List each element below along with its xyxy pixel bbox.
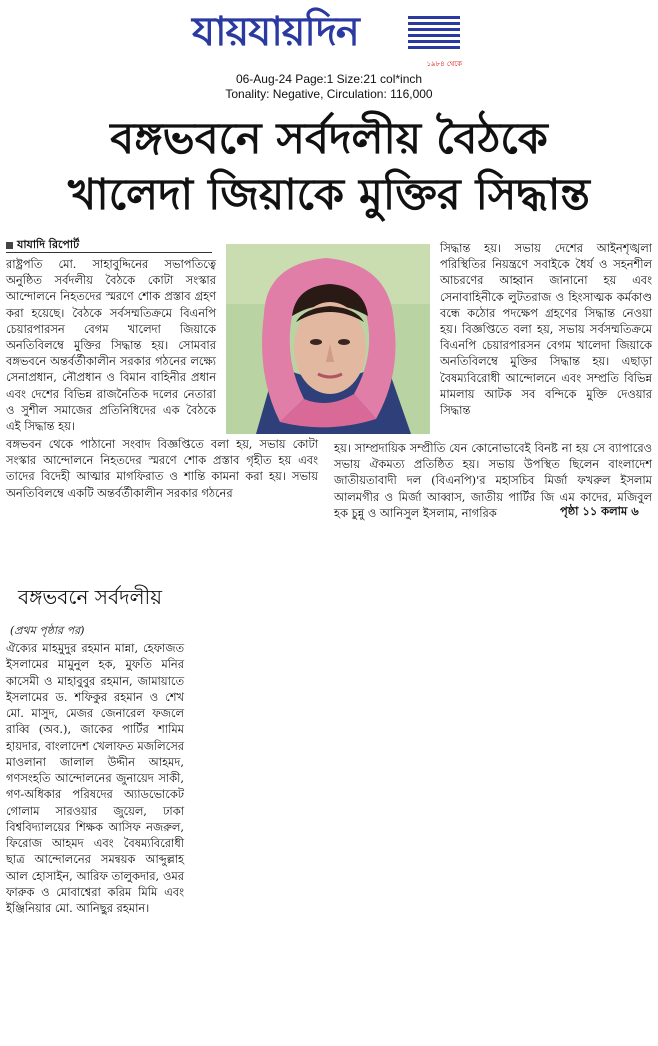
article-paragraph: হয়। সাম্প্রদায়িক সম্প্রীতি যেন কোনোভাবেই বিনষ্ট না হয় সে ব্যাপারেও সভায় ঐকমত্য প্রতিষ্ঠিত হয়। সভায় উপস্থিত ছিলেন বাংলাদেশ জাতীয়তাবাদী দল (বিএনপি)'র মহাসচিব মির্জা ফখরুল ইসলাম আলমগীর ও মির্জা আব্বাস, জাতীয় পার্টির জি এম কাদের, মজিবুল হক চুন্নু ও আনিসুল ইসলাম, নাগরিক	[334, 441, 652, 520]
article-column-full	[6, 436, 318, 501]
bullet-square-icon	[6, 242, 13, 249]
headline-line-2: খালেদা জিয়াকে মুক্তির সিদ্ধান্ত	[68, 170, 590, 220]
headline-line-1: বঙ্গভবনে সর্বদলীয় বৈঠকে	[110, 114, 548, 164]
article-column-left	[6, 256, 216, 434]
continued-on-page-label: পৃষ্ঠা ১১ কলাম ৬	[560, 504, 639, 518]
article-paragraph: ঐক্যের মাহমুদুর রহমান মান্না, হেফাজত ইসলামের মামুনুল হক, মুফতি মনির কাসেমী ও মাহাবুবুর রহমান, জামায়াতে ইসলামের ড. শফিকুর রহমান ও শেখ মো. মাসুদ, মেজর জেনারেল ফজলে রাব্বি (অব.), জাকের পার্টির শামিম হায়দার, বাংলাদেশ খেলাফত মজলিসের মাওলানা জালাল উদ্দীন আহমদ, গণসংহতি আন্দোলনের জুনায়েদ সাকী, গণ-অধিকার পরিষদের অ্যাডভোকেট গোলাম সারওয়ার জুয়েল, ঢাকা বিশ্ববিদ্যালয়ের শিক্ষক আসিফ নজরুল, ফিরোজ আহমদ এবং বৈষম্যবিরোধী ছাত্র আন্দোলনের সমন্বয়ক আব্দুল্লাহ আল হোসাইন, আরিফ তালুকদার, ওমর ফারুক ও মোবাশ্বেরা করিম মিমি এবং ইঞ্জিনিয়ার মো. আনিছুর রহমান।	[6, 641, 184, 915]
clipping-meta-tonality: Tonality: Negative, Circulation: 116,000	[225, 87, 433, 101]
continuation-column	[6, 640, 184, 916]
article-paragraph: রাষ্ট্রপতি মো. সাহাবুদ্দিনের সভাপতিত্বে অনুষ্ঠিত সর্বদলীয় বৈঠকে কোটা সংস্কার আন্দোলনে নিহতদের স্মরণে শোক প্রস্তাব গ্রহণ করা হয়েছে। বৈঠকে সর্বসম্মতিক্রমে বিএনপি চেয়ারপারসন বেগম খালেদা জিয়াকে অনতিবিলম্বে মুক্তির সিদ্ধান্ত হয়। সোমবার বঙ্গভবনে অন্তর্বর্তীকালীন সরকার গঠনের লক্ষ্যে সেনাপ্রধান, নৌপ্রধান ও বিমান বাহিনীর প্রধান এবং দেশের বিভিন্ন রাজনৈতিক দলের নেতারা ও সুশীল সমাজের প্রতিনিধিদের এক বৈঠকে এই সিদ্ধান্ত হয়।	[6, 257, 216, 434]
portrait-photo	[226, 244, 430, 434]
masthead-logo	[192, 8, 468, 66]
newspaper-tagline: ১৯৮৪ থেকে	[426, 60, 462, 68]
logo-stripes-icon	[408, 16, 460, 50]
article-column-right	[440, 240, 652, 418]
article-paragraph: সিদ্ধান্ত হয়। সভায় দেশের আইনশৃঙ্খলা পরিস্থিতির নিয়ন্ত্রণে সবাইকে ধৈর্য ও সহনশীল আচরণের আহ্বান জানানো হয় এবং সেনাবাহিনীকে লুটতরাজ ও হিংসাত্মক কর্মকাণ্ড বন্ধে কঠোর পদক্ষেপ গ্রহণের সিদ্ধান্ত নেওয়া হয়। বিজ্ঞপ্তিতে বলা হয়, সভায় সর্বসম্মতিক্রমে বিএনপি চেয়ারপারসন বেগম খালেদা জিয়াকে অনতিবিলম্বে মুক্তির সিদ্ধান্ত হয়। এছাড়া বৈষম্যবিরোধী আন্দোলনে এবং সম্প্রতি বিভিন্ন মামলায় আটক সব বন্দিকে মুক্তি দেওয়ার সিদ্ধান্ত	[440, 241, 652, 418]
byline	[6, 236, 212, 253]
continuation-title: বঙ্গভবনে সর্বদলীয়	[18, 585, 163, 609]
continuation-subtitle: (প্রথম পৃষ্ঠার পর)	[10, 624, 85, 637]
article-paragraph: বঙ্গভবন থেকে পাঠানো সংবাদ বিজ্ঞপ্তিতে বলা হয়, সভায় কোটা সংস্কার আন্দোলনে নিহতদের স্মরণে শোক প্রস্তাব গৃহীত হয় এবং তাদের বিদেহী আত্মার মাগফিরাত ও শান্তি কামনা করা হয়। সভায় অনতিবিলম্বে একটি অন্তর্বর্তীকালীন সরকার গঠনের	[6, 437, 318, 500]
clipping-meta-date: 06-Aug-24 Page:1 Size:21 col*inch	[235, 72, 423, 86]
newspaper-name: যায়যায়দিন	[192, 9, 359, 55]
portrait-illustration	[226, 244, 430, 434]
byline-text: যাযাদি রিপোর্ট	[17, 238, 80, 251]
